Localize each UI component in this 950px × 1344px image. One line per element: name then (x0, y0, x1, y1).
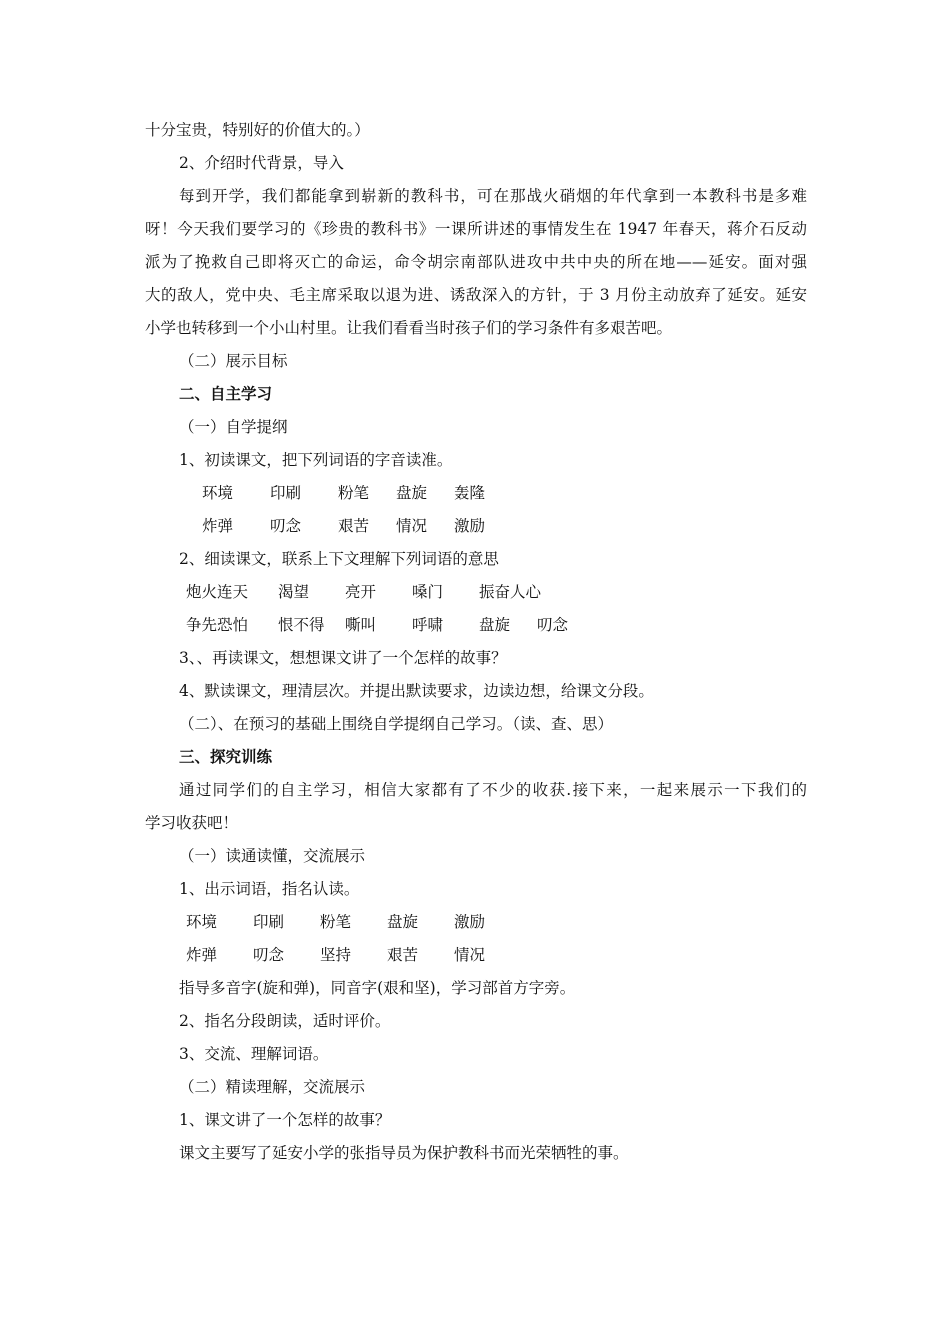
word-item: 情况 (396, 517, 428, 535)
section-heading: 三、探究训练 (179, 747, 273, 766)
word-item: 呼啸 (412, 616, 444, 634)
word-item: 叨念 (537, 616, 569, 634)
word-item: 印刷 (253, 913, 285, 931)
text-line: 3、交流、理解词语。 (179, 1045, 329, 1063)
word-item: 振奋人心 (479, 583, 542, 601)
paragraph-line: 学习收获吧！ (145, 814, 239, 832)
word-item: 环境 (202, 484, 234, 502)
word-item: 炸弹 (202, 517, 234, 535)
text-line: 2、指名分段朗读，适时评价。 (179, 1012, 391, 1030)
paragraph-line: 呀！今天我们要学习的《珍贵的教科书》一课所讲述的事情发生在 1947 年春天，蒋介石反动 (145, 220, 807, 238)
subheading: （二）展示目标 (179, 352, 288, 370)
paragraph-line: 通过同学们的自主学习，相信大家都有了不少的收获.接下来，一起来展示一下我们的 (179, 781, 807, 799)
section-heading: 二、自主学习 (179, 384, 273, 403)
word-item: 恨不得 (278, 616, 325, 634)
text-line: 4、默读课文，理清层次。并提出默读要求，边读边想，给课文分段。 (179, 682, 654, 700)
word-item: 嘶叫 (345, 616, 377, 634)
subheading: （一）读通读懂，交流展示 (179, 847, 366, 865)
subheading: （一）自学提纲 (179, 418, 288, 436)
paragraph-line: 小学也转移到一个小山村里。让我们看看当时孩子们的学习条件有多艰苦吧。 (145, 319, 673, 337)
paragraph-line: 大的敌人，党中央、毛主席采取以退为进、诱敌深入的方针，于 3 月份主动放弃了延安。延安 (145, 286, 807, 304)
text-line: 1、课文讲了一个怎样的故事？ (179, 1111, 391, 1129)
word-item: 亮开 (345, 583, 377, 601)
subheading: （二）精读理解，交流展示 (179, 1078, 366, 1096)
word-item: 炸弹 (186, 946, 218, 964)
word-item: 激励 (454, 913, 486, 931)
word-item: 争先恐怕 (186, 616, 249, 634)
text-line: 2、细读课文，联系上下文理解下列词语的意思 (179, 550, 499, 568)
word-item: 艰苦 (387, 946, 419, 964)
word-item: 渴望 (278, 583, 310, 601)
word-item: 印刷 (270, 484, 302, 502)
word-item: 激励 (454, 517, 486, 535)
text-line: 指导多音字(旋和弹)，同音字(艰和坚)，学习部首方字旁。 (179, 979, 576, 997)
word-item: 艰苦 (338, 517, 370, 535)
word-item: 炮火连天 (186, 583, 249, 601)
word-item: 情况 (454, 946, 486, 964)
word-item: 盘旋 (396, 484, 428, 502)
word-item: 粉笔 (320, 913, 352, 931)
word-item: 嗓门 (412, 583, 444, 601)
word-item: 盘旋 (387, 913, 419, 931)
word-item: 坚持 (320, 946, 352, 964)
text-line: 课文主要写了延安小学的张指导员为保护教科书而光荣牺牲的事。 (179, 1144, 629, 1162)
word-item: 粉笔 (338, 484, 370, 502)
text-line: 1、初读课文，把下列词语的字音读准。 (179, 451, 453, 469)
paragraph-line: 派为了挽救自己即将灭亡的命运，命令胡宗南部队进攻中共中央的所在地——延安。面对强 (145, 253, 807, 271)
word-item: 轰隆 (454, 484, 486, 502)
text-line: 1、出示词语，指名认读。 (179, 880, 360, 898)
word-item: 叨念 (270, 517, 302, 535)
paragraph-line: 每到开学，我们都能拿到崭新的教科书，可在那战火硝烟的年代拿到一本教科书是多难 (179, 187, 807, 205)
word-item: 环境 (186, 913, 218, 931)
text-line: 3、、再读课文，想想课文讲了一个怎样的故事？ (179, 649, 507, 667)
word-item: 盘旋 (479, 616, 511, 634)
text-line: 十分宝贵，特别好的价值大的。） (145, 121, 370, 139)
text-line: （二）、在预习的基础上围绕自学提纲自己学习。（读、查、思） (179, 715, 614, 733)
word-item: 叨念 (253, 946, 285, 964)
text-line: 2、介绍时代背景，导入 (179, 154, 344, 172)
